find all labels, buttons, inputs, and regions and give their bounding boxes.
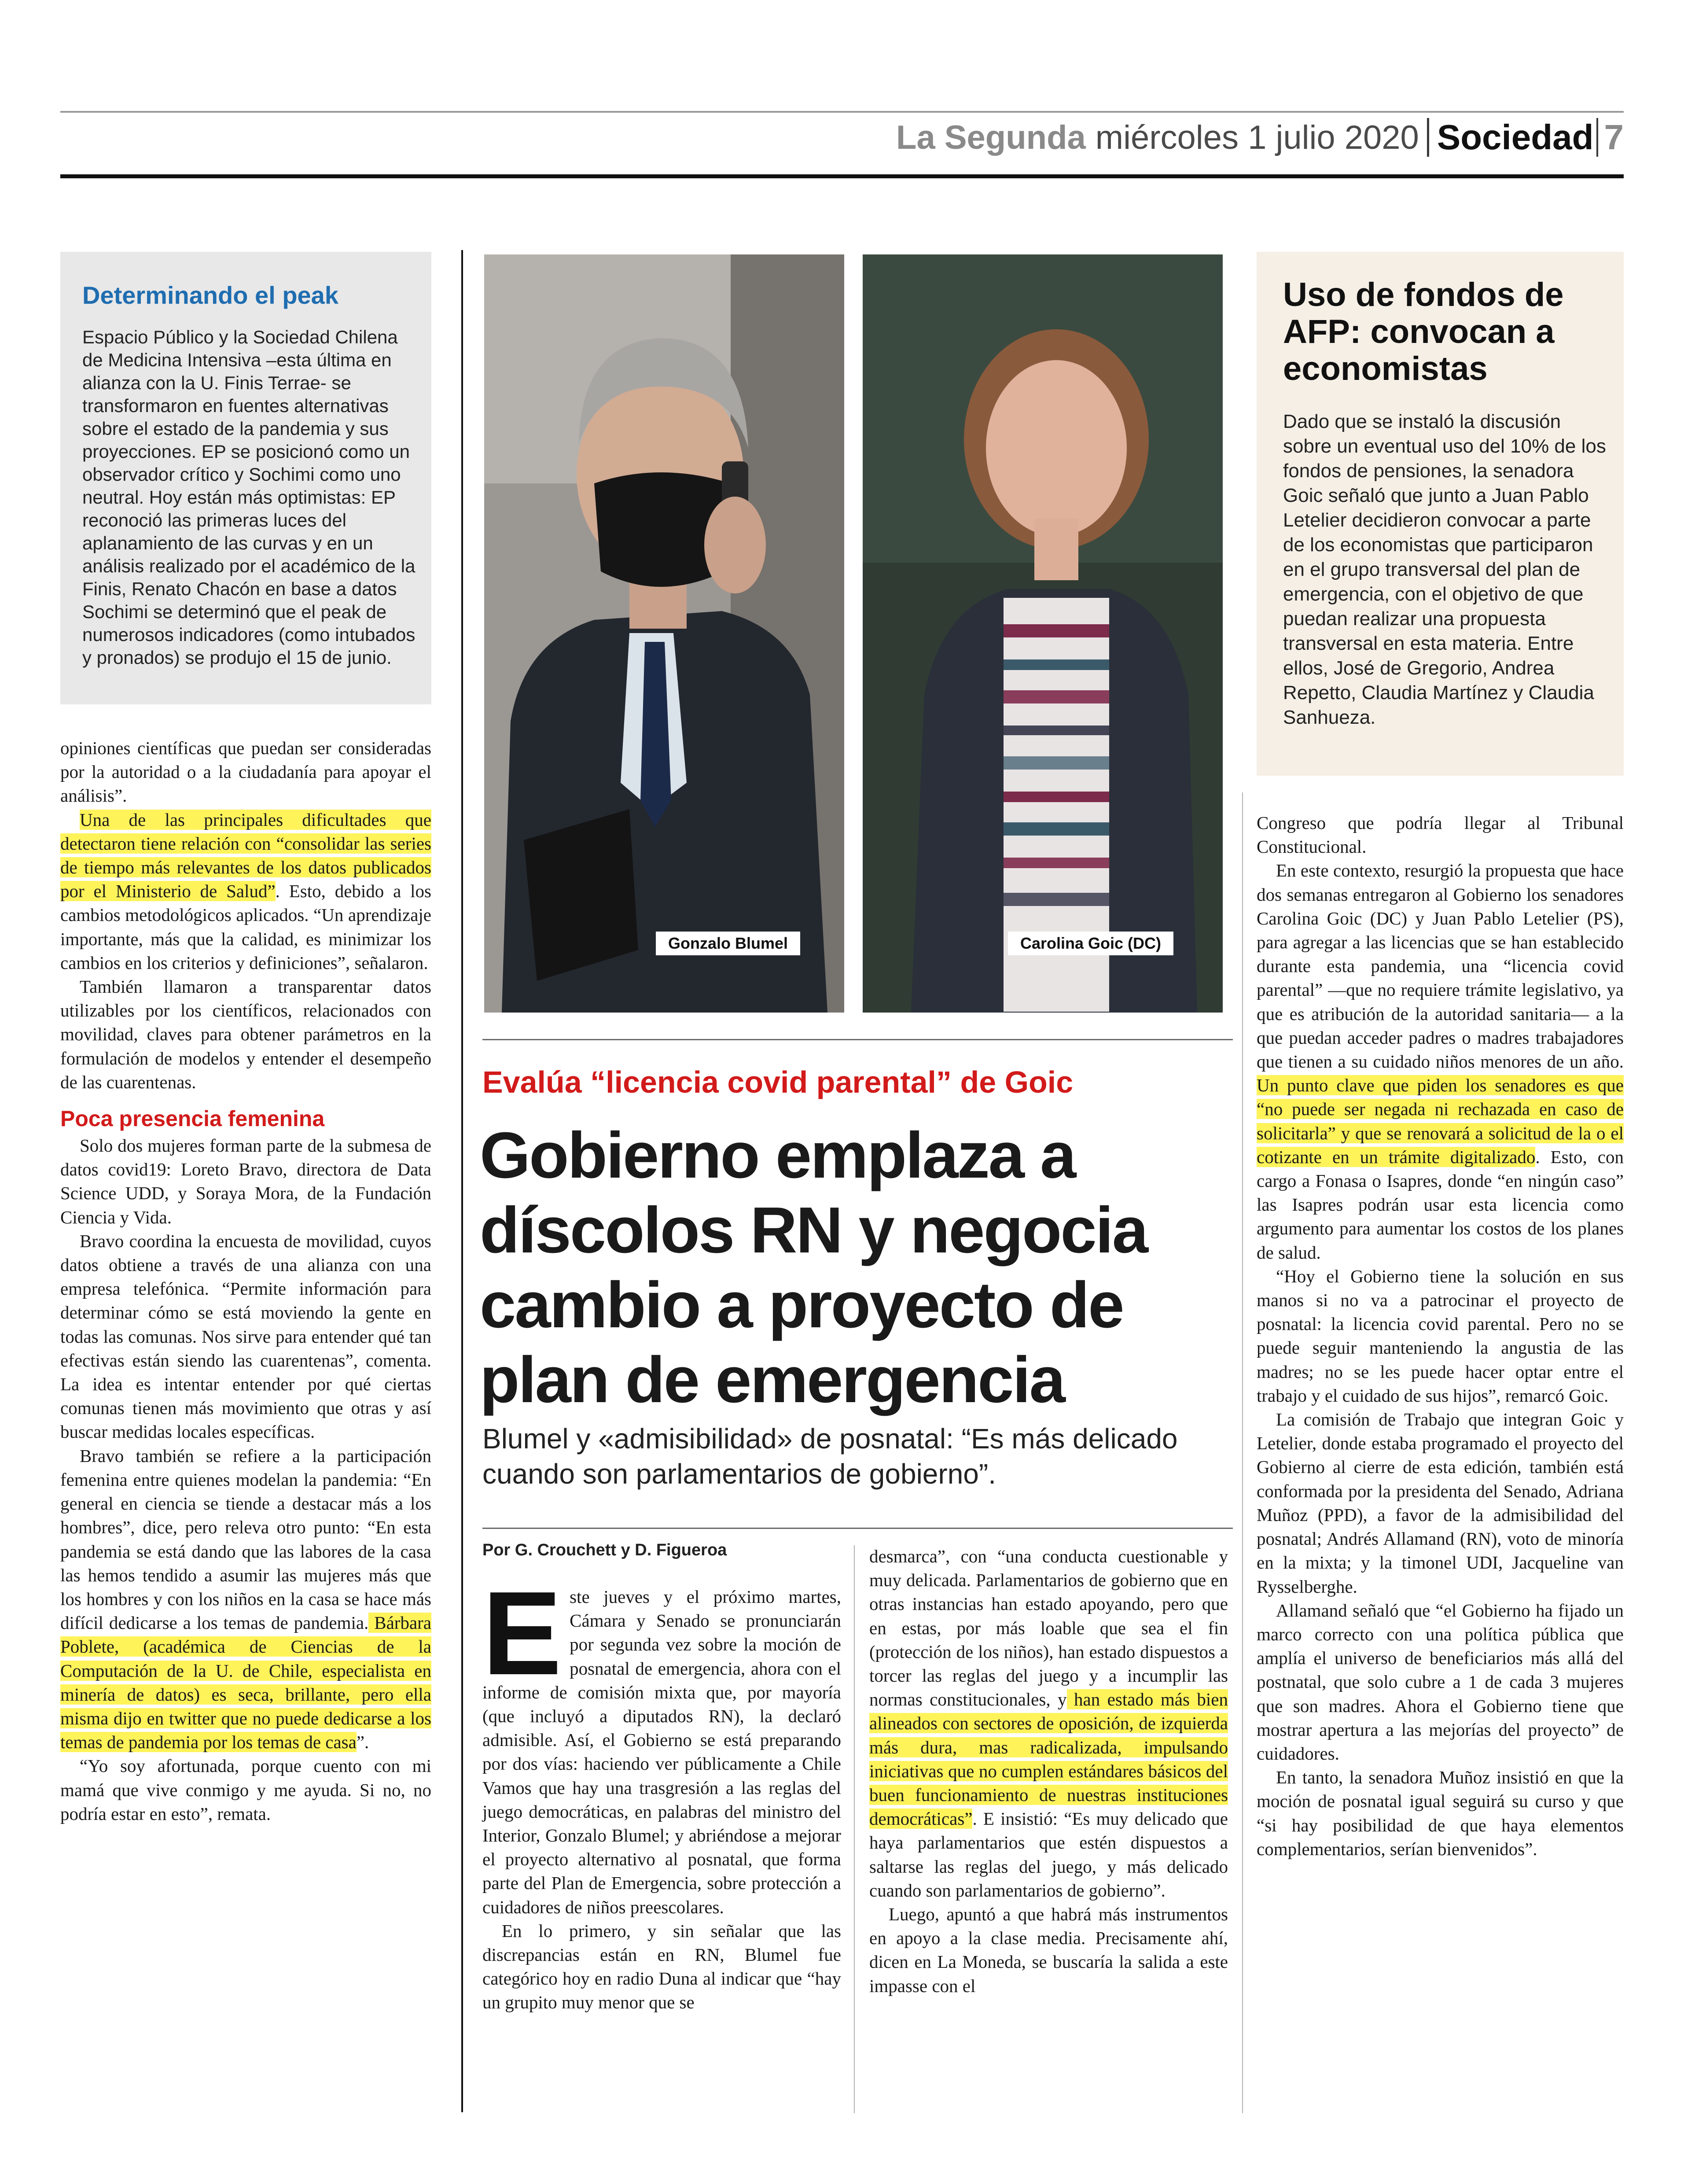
- header-divider: [1596, 118, 1598, 157]
- header-divider: [1427, 118, 1429, 157]
- newspaper-name: La Segunda: [896, 118, 1086, 156]
- photo-carolina-goic: [863, 254, 1223, 1013]
- article-kicker: Evalúa “licencia covid parental” de Goic: [482, 1065, 1074, 1099]
- col1-paragraph: [60, 808, 431, 975]
- peak-sidebar-box: [60, 252, 431, 704]
- afp-box-body: Dado que se instaló la discusión sobre un eventual uso del 10% de los fondos de pensiones, la senadora Goic señaló que junto a Juan Pablo Letelier decidieron convocar a parte de los economistas que participaron en el grupo transversal del plan de emergencia, con el objetivo de que puedan realizar una propuesta transversal en esta materia. Entre ellos, José de Gregorio, Andrea Repetto, Claudia Martínez y Claudia Sanhueza.: [1283, 411, 1606, 728]
- col3-text: . E insistió: “Es muy delicado que haya parlamentarios que estén dispuestos a saltarse las reglas del juego, y más delicado cuando son parlamentarios de gobierno”.: [869, 1808, 1228, 1900]
- headline-top-rule: [482, 1039, 1233, 1040]
- col1-text: . Esto, debido a los cambios metodológicos aplicados. “Un aprendizaje importante, más que la calidad, es minimizar los cambios en los criterios y definiciones”, señalaron.: [60, 881, 432, 973]
- caption-carolina-goic: Carolina Goic (DC): [1008, 932, 1173, 955]
- goic-figure-illustration: [863, 254, 1223, 1013]
- article-deck: Blumel y «admisibilidad» de posnatal: “Es más delicado cuando son parlamentarios de gobierno”.: [482, 1423, 1178, 1490]
- section-name: Sociedad: [1437, 118, 1594, 157]
- top-thin-rule: [60, 111, 1624, 113]
- page-number: 7: [1604, 118, 1624, 157]
- col2-paragraph: En lo primero, y sin señalar que las discrepancias están en RN, Blumel fue categórico hoy en radio Duna al indicar que “hay un grupito muy menor que se: [482, 1920, 841, 2013]
- photo-gonzalo-blumel: [484, 254, 844, 1013]
- col1-paragraph: Bravo coordina la encuesta de movilidad, cuyos datos obtiene a través de una alianza con una empresa telefónica. “Permite información para determinar cómo se está moviendo la gente en todas las comunas. Nos sirve para entender qué tan efectivas están siendo las cuarentenas”, comenta. La idea es intentar entender por qué ciertas comunas tienen más movimiento que otras y así buscar medidas locales específicas.: [60, 1230, 431, 1442]
- col4-paragraph: Congreso que podría llegar al Tribunal Constitucional.: [1257, 813, 1624, 857]
- highlighted-text: Una de las principales dificultades que detectaron tiene relación con “consolidar las series de tiempo más relevantes de los datos publicados por el Ministerio de Salud”: [60, 809, 431, 902]
- col1-paragraph: “Yo soy afortunada, porque cuento con mi mamá que vive conmigo y me ayuda. Si no, no podría estar en esto”, remata.: [60, 1756, 431, 1824]
- col1-paragraph: opiniones científicas que puedan ser consideradas por la autoridad o a la ciudadanía para apoyar el análisis”.: [60, 738, 431, 806]
- afp-sidebar-box: [1257, 252, 1624, 776]
- col4-text: En este contexto, resurgió la propuesta que hace dos semanas entregaron al Gobierno los senadores Carolina Goic (DC) y Juan Pablo Letelier (PS), para agregar a las licencias que se han establecido durante esta pandemia, una “licencia covid parental” —que no requiere trámite legislativo, ya que es atribución de la autoridad sanitaria— a la que puedan acceder padres o madres trabajadores que tienen a su cuidado niños menores de un año.: [1257, 860, 1624, 1072]
- col2-text: ste jueves y el próximo martes, Cámara y Senado se pronunciarán por segunda vez sobre la moción de posnatal de emergencia, ahora con el informe de comisión mixta que, por mayoría (que incluyó a diputados RN), la declaró admisible. Así, el Gobierno se está preparando por dos vías: haciendo ver públicamente a Chile Vamos que hay una trasgresión a las reglas del juego democráticas, en palabras del ministro del Interior, Gonzalo Blumel; y abriéndose a mejorar el proyecto alternativo al posnatal, que forma parte del Plan de Emergencia, sobre protección a cuidadores de niños preescolares.: [482, 1587, 841, 1917]
- col1-paragraph: [60, 1444, 431, 1754]
- col3-text: desmarca”, con “una conducta cuestionable y muy delicada. Parlamentarios de gobierno que en otras instancias han estado apoyando, pero que en estas, por más loable que sea el fin (protección de los niños), han estado dispuestos a torcer las reglas del juego y a incumplir las normas constitucionales, y: [869, 1546, 1228, 1710]
- byline-rule: [482, 1528, 1233, 1529]
- subhead-poca-presencia: Poca presencia femenina: [60, 1106, 325, 1131]
- article-headline: Gobierno emplaza a díscolos RN y negocia cambio a proyecto de plan de emergencia: [480, 1119, 1147, 1416]
- header-rule: [60, 174, 1624, 178]
- col1-text: Bravo también se refiere a la participación femenina entre quienes modelan la pandemia: “En general en ciencia se tiende a destacar más a los hombres”, dice, pero releva otro punto: “En esta pandemia se está dando que las labores de la casa las hemos tendido a asumir las mujeres más que los hombres y con los niños en la casa se hace más difícil dedicarse a los temas de pandemia.: [60, 1445, 431, 1633]
- body-column-2: [482, 1567, 841, 2015]
- col3-paragraph: [869, 1544, 1228, 1902]
- col3-paragraph: Luego, apuntó a que habrá más instrumentos en apoyo a la clase media. Precisamente ahí, dicen en La Moneda, se buscaría la salida a este impasse con el: [869, 1904, 1228, 1996]
- body-column-1: [60, 736, 431, 1826]
- col4-paragraph: La comisión de Trabajo que integran Goic y Letelier, donde estaba programado el proyecto del Gobierno al cierre de esta edición, también está conformada por la presidenta del Senado, Adriana Muñoz (PPD), a favor de la admisibilidad del posnatal; Andrés Allamand (RN), voto de minoría en la mixta; y la timonel UDI, Jacqueline van Rysselberghe.: [1257, 1409, 1624, 1597]
- highlighted-text: han estado más bien alineados con sectores de oposición, de izquierda más dura, mas radicalizada, impulsando iniciativas que no cumplen estándares básicos del buen funcionamiento de nuestras instituciones democráticas”: [869, 1689, 1228, 1829]
- article-byline: Por G. Crouchett y D. Figueroa: [482, 1541, 727, 1559]
- page-header: [896, 115, 1624, 159]
- body-column-4: [1257, 811, 1624, 1861]
- drop-cap: E: [482, 1567, 562, 1700]
- column-divider: [461, 250, 463, 2112]
- peak-box-body: Espacio Público y la Sociedad Chilena de Medicina Intensiva –esta última en alianza con la U. Finis Terrae- se transformaron en fuentes alternativas sobre el estado de la pandemia y sus proyecciones. EP se posicionó como un observador crítico y Sochimi como uno neutral. Hoy están más optimistas: EP reconoció las primeras luces del aplanamiento de las curvas y en un análisis realizado por el académico de la Finis, Renato Chacón en base a datos Sochimi se determinó que el peak de numerosos indicadores (como intubados y pronados) se produjo el 15 de junio.: [82, 327, 415, 668]
- article-column-divider: [1242, 792, 1243, 2113]
- col1-text: ”.: [356, 1732, 369, 1753]
- col4-paragraph: [1257, 858, 1624, 1264]
- peak-box-title: Determinando el peak: [82, 281, 338, 309]
- highlighted-text: Un punto clave que piden los senadores es que “no puede ser negada ni rechazada en caso de solicitarla” y que se renovará a solicitud de la o el cotizante en un trámite digitalizado: [1257, 1075, 1624, 1167]
- body-column-3: [869, 1544, 1228, 1998]
- highlighted-text: Bárbara Poblete, (académica de Ciencias de la Computación de la U. de Chile, especialista en minería de datos) es seca, brillante, pero ella misma dijo en twitter que no puede dedicarse a los temas de pandemia por los temas de casa: [60, 1613, 431, 1753]
- col4-text: . Esto, con cargo a Fonasa o Isapres, donde “en ningún caso” las Isapres podrán usar esta licencia como argumento para aumentar los costos de los planes de salud.: [1257, 1146, 1624, 1263]
- blumel-figure-illustration: [484, 254, 844, 1013]
- col4-paragraph: Allamand señaló que “el Gobierno ha fijado un marco correcto con una política pública que amplía el universo de beneficiarios más allá del postnatal, que solo cubre a 1 de cada 3 mujeres que son madres. Ahora el Gobierno tiene que mostrar apertura a las mejorías del proyecto” de cuidadores.: [1257, 1600, 1624, 1764]
- col1-paragraph: Solo dos mujeres forman parte de la submesa de datos covid19: Loreto Bravo, directora de Data Science UDD, y Soraya Mora, de la Fundación Ciencia y Vida.: [60, 1135, 431, 1227]
- article-column-divider: [854, 1545, 855, 2113]
- issue-date: miércoles 1 julio 2020: [1095, 118, 1419, 156]
- col4-paragraph: “Hoy el Gobierno tiene la solución en sus manos si no va a patrocinar el proyecto de posnatal: la licencia covid parental. Pero no se puede seguir manteniendo la angustia de las madres; no se les puede hacer optar entre el trabajo y el cuidado de sus hijos”, remarcó Goic.: [1257, 1266, 1624, 1406]
- col2-paragraph: [482, 1567, 841, 1919]
- caption-gonzalo-blumel: Gonzalo Blumel: [656, 932, 800, 955]
- col1-paragraph: También llamaron a transparentar datos utilizables por los científicos, relacionados con movilidad, claves para obtener parámetros en la formulación de modelos y entender el desempeño de las cuarentenas.: [60, 976, 431, 1092]
- afp-box-title: Uso de fondos de AFP: convocan a economistas: [1283, 276, 1564, 387]
- col4-paragraph: En tanto, la senadora Muñoz insistió en que la moción de posnatal igual seguirá su curso y que “si hay posibilidad de que haya elementos complementarios, serían bienvenidos”.: [1257, 1767, 1624, 1859]
